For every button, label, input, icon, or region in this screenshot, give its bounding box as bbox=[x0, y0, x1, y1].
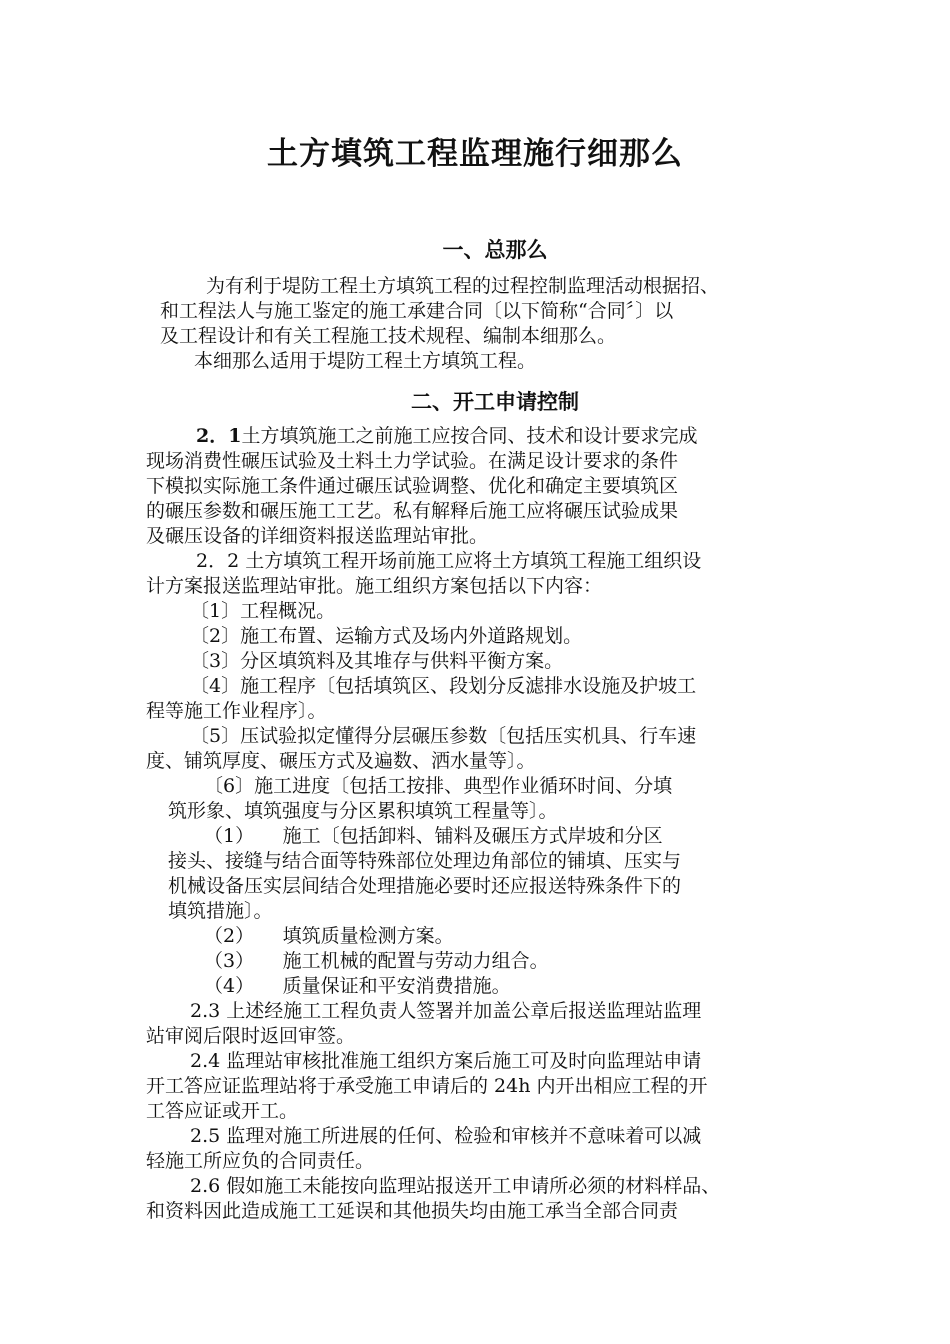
paragraph-line: 的碾压参数和碾压施工工艺。私有解释后施工应将碾压试验成果 bbox=[146, 500, 679, 522]
paragraph-line: 现场消费性碾压试验及土料土力学试验。在满足设计要求的条件 bbox=[146, 450, 679, 472]
list-item: 〔2〕施工布置、运输方式及场内外道路规划。 bbox=[190, 625, 583, 647]
paragraph-line: 工答应证或开工。 bbox=[146, 1100, 299, 1122]
paragraph-line: 机械设备压实层间结合处理措施必要时还应报送特殊条件下的 bbox=[168, 875, 682, 897]
paragraph-line-2-1 bbox=[196, 424, 697, 449]
paragraph-line: 下模拟实际施工条件通过碾压试验调整、优化和确定主要填筑区 bbox=[146, 475, 679, 497]
paragraph-line: 及工程设计和有关工程施工技术规程、编制本细那么。 bbox=[160, 325, 617, 347]
paragraph-line: 及碾压设备的详细资料报送监理站审批。 bbox=[146, 525, 489, 547]
document-title: 土方填筑工程监理施行细那么 bbox=[267, 136, 683, 172]
paragraph-line: 程等施工作业程序〕。 bbox=[146, 700, 327, 722]
list-item: 〔6〕施工进度〔包括工按排、典型作业循环时间、分填 bbox=[204, 775, 673, 797]
paragraph-line: 本细那么适用于堤防工程土方填筑工程。 bbox=[194, 350, 537, 372]
clause-number: 2．1 bbox=[196, 425, 242, 447]
paragraph-line: 为有利于堤防工程土方填筑工程的过程控制监理活动根据招、 bbox=[206, 275, 720, 297]
section-heading-start-application: 二、开工申请控制 bbox=[411, 390, 579, 414]
paragraph-line: 2．2 土方填筑工程开场前施工应将土方填筑工程施工组织设 bbox=[196, 550, 702, 572]
list-item: （4） 质量保证和平安消费措施。 bbox=[204, 975, 511, 997]
list-item: 〔1〕工程概况。 bbox=[190, 600, 336, 622]
list-item: 〔5〕压试验拟定懂得分层碾压参数〔包括压实机具、行车速 bbox=[190, 725, 697, 747]
paragraph-line: 筑形象、填筑强度与分区累积填筑工程量等〕。 bbox=[168, 800, 558, 822]
paragraph-line: 轻施工所应负的合同责任。 bbox=[146, 1150, 375, 1172]
list-item: （3） 施工机械的配置与劳动力组合。 bbox=[204, 950, 549, 972]
paragraph-line: 2.4 监理站审核批准施工组织方案后施工可及时向监理站申请 bbox=[190, 1050, 702, 1072]
paragraph-line: 2.3 上述经施工工程负责人签署并加盖公章后报送监理站监理 bbox=[190, 1000, 702, 1022]
list-item: （1） 施工〔包括卸料、铺料及碾压方式岸坡和分区 bbox=[204, 825, 663, 847]
section-heading-general: 一、总那么 bbox=[442, 238, 548, 262]
paragraph-line: 站审阅后限时返回审签。 bbox=[146, 1025, 356, 1047]
paragraph-line: 填筑措施〕。 bbox=[168, 900, 273, 922]
paragraph-line: 2.5 监理对施工所进展的任何、检验和审核并不意味着可以减 bbox=[190, 1125, 702, 1147]
paragraph-line: 计方案报送监理站审批。施工组织方案包括以下内容： bbox=[146, 575, 603, 597]
paragraph-line: 和资料因此造成施工工延误和其他损失均由施工承当全部合同责 bbox=[146, 1200, 679, 1222]
list-item: 〔4〕施工程序〔包括填筑区、段划分反滤排水设施及护坡工 bbox=[190, 675, 697, 697]
paragraph-line: 和工程法人与施工鉴定的施工承建合同〔以下简称“合同〞〕以 bbox=[160, 300, 674, 322]
list-item: 〔3〕分区填筑料及其堆存与供料平衡方案。 bbox=[190, 650, 564, 672]
paragraph-line: 2.6 假如施工未能按向监理站报送开工申请所必须的材料样品、 bbox=[190, 1175, 721, 1197]
paragraph-line: 度、铺筑厚度、碾压方式及遍数、洒水量等〕。 bbox=[146, 750, 536, 772]
list-item: （2） 填筑质量检测方案。 bbox=[204, 925, 454, 947]
paragraph-line: 开工答应证监理站将于承受施工申请后的 24h 内开出相应工程的开 bbox=[146, 1075, 708, 1097]
clause-text: 土方填筑施工之前施工应按合同、技术和设计要求完成 bbox=[241, 425, 698, 447]
paragraph-line: 接头、接缝与结合面等特殊部位处理边角部位的铺填、压实与 bbox=[168, 850, 682, 872]
